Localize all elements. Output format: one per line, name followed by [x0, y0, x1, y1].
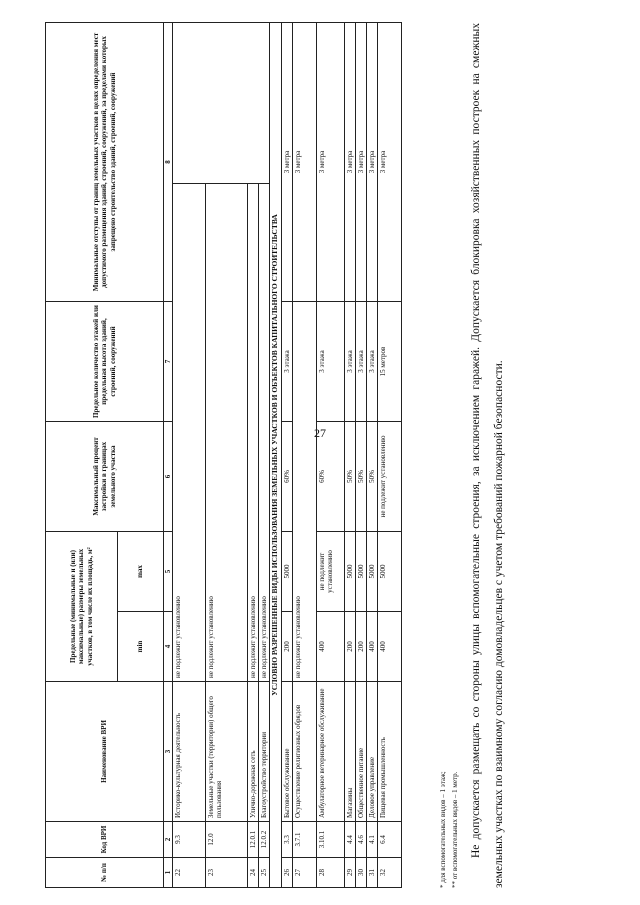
- header-setback: Минимальные отступы от границ земельных участков в целях определения мест допустимого размещения зданий, строений, сооружений, за пределами которых запрещено строительство зданий, строений, сооружений: [46, 22, 164, 301]
- row-name: Пищевая промышленность: [377, 682, 401, 822]
- row-name: Улично-дорожная сеть: [248, 682, 259, 822]
- row-code: 9.3: [173, 822, 206, 858]
- row-setback: 3 метра: [344, 22, 355, 301]
- row-name: Магазины: [344, 682, 355, 822]
- row-setback: 3 метра: [292, 22, 316, 301]
- footer-paragraph: Не допускается размещать со стороны улицы вспомогательные строения, за исключением гаражей. Допускается блокировка хозяйственных построек на смежных земельных участках по взаимному согласию домовладельцев с учетом требований пожарной безопасности.: [470, 23, 505, 888]
- row-num: 24: [248, 858, 259, 888]
- row-code: 4.6: [355, 822, 366, 858]
- table-row: [366, 22, 377, 887]
- header-max: max: [118, 532, 164, 612]
- row-code: 6.4: [377, 822, 401, 858]
- column-index: 8: [164, 22, 173, 301]
- row-max: 5000: [366, 532, 377, 612]
- row-min: 200: [281, 612, 292, 682]
- footnotes: [437, 771, 461, 888]
- row-num: 23: [206, 858, 248, 888]
- footnote: ** от вспомогательных видов – 1 метр.: [451, 771, 459, 888]
- row-min: 400: [316, 612, 344, 682]
- row-num: 25: [259, 858, 270, 888]
- row-code: 4.4: [344, 822, 355, 858]
- row-num: 22: [173, 858, 206, 888]
- row-setback-empty: [173, 22, 270, 183]
- row-num: 26: [281, 858, 292, 888]
- row-setback: 3 метра: [366, 22, 377, 301]
- column-index: 1: [164, 858, 173, 888]
- table-row: [292, 22, 316, 887]
- column-index: 7: [164, 302, 173, 422]
- row-floors: 3 этажа: [281, 302, 292, 422]
- table-row: [281, 22, 292, 887]
- row-name: Историко-культурная деятельность: [173, 682, 206, 822]
- row-max: не подлежит установлению: [316, 532, 344, 612]
- section-row: [270, 22, 282, 887]
- row-floors: 3 этажа: [344, 302, 355, 422]
- column-index: 6: [164, 422, 173, 532]
- row-setback: 3 метра: [355, 22, 366, 301]
- row-coverage: 60%: [281, 422, 292, 532]
- column-index-row: [164, 22, 173, 887]
- row-name: Амбулаторное ветеринарное обслуживание: [316, 682, 344, 822]
- row-coverage: 50%: [366, 422, 377, 532]
- row-floors: 3 этажа: [316, 302, 344, 422]
- row-name: Бытовое обслуживание: [281, 682, 292, 822]
- row-coverage: 50%: [355, 422, 366, 532]
- row-code: 3.10.1: [316, 822, 344, 858]
- header-floors: Предельное количество этажей или предельная высота зданий, строений, сооружений: [46, 302, 164, 422]
- row-setback: 3 метра: [316, 22, 344, 301]
- row-min: 400: [377, 612, 401, 682]
- row-max: 5000: [355, 532, 366, 612]
- row-num: 27: [292, 858, 316, 888]
- header-coverage: Максимальный процент застройки в границах земельного участка: [46, 422, 164, 532]
- row-code: 12.0.1: [248, 822, 259, 858]
- row-max: 5000: [344, 532, 355, 612]
- row-merged-value: не подлежит установлению: [292, 302, 316, 682]
- row-num: 32: [377, 858, 401, 888]
- row-code: 3.7.1: [292, 822, 316, 858]
- column-index: 3: [164, 682, 173, 822]
- row-floors: 3 этажа: [366, 302, 377, 422]
- row-num: 30: [355, 858, 366, 888]
- land-use-table: [45, 22, 402, 888]
- row-num: 31: [366, 858, 377, 888]
- table-row: [316, 22, 344, 887]
- row-name: Деловое управление: [366, 682, 377, 822]
- rotated-page-content: [45, 23, 550, 888]
- section-title: УСЛОВНО РАЗРЕШЕННЫЕ ВИДЫ ИСПОЛЬЗОВАНИЯ ЗЕМЕЛЬНЫХ УЧАСТКОВ И ОБЪЕКТОВ КАПИТАЛЬНОГО СТРОИТЕЛЬСТВА: [270, 22, 282, 887]
- header-size-group: Предельные (минимальные и (или) максимальные) размеры земельных участков, в том числе их площадь, м²: [46, 532, 118, 682]
- row-name: Осуществление религиозных обрядов: [292, 682, 316, 822]
- row-floors: 15 метров: [377, 302, 401, 422]
- header-name: Наименование ВРИ: [46, 682, 164, 822]
- row-name: Общественное питание: [355, 682, 366, 822]
- row-name: Благоустройство территории: [259, 682, 270, 822]
- row-merged-value: не подлежит установлению: [206, 184, 248, 682]
- header-min: min: [118, 612, 164, 682]
- table-row: [344, 22, 355, 887]
- row-num: 29: [344, 858, 355, 888]
- row-min: 200: [355, 612, 366, 682]
- row-floors: 3 этажа: [355, 302, 366, 422]
- row-coverage: 60%: [316, 422, 344, 532]
- row-max: 5000: [281, 532, 292, 612]
- column-index: 5: [164, 532, 173, 612]
- row-code: 12.0.2: [259, 822, 270, 858]
- table-row: [355, 22, 366, 887]
- table-row: [377, 22, 401, 887]
- row-coverage: 50%: [344, 422, 355, 532]
- table-row: [173, 22, 206, 887]
- row-code: 3.3: [281, 822, 292, 858]
- row-min: 200: [344, 612, 355, 682]
- row-setback: 3 метра: [281, 22, 292, 301]
- row-code: 12.0: [206, 822, 248, 858]
- row-num: 28: [316, 858, 344, 888]
- footnote: * для вспомогательных видов – 1 этаж;: [439, 771, 447, 888]
- row-merged-value: не подлежит установлению: [248, 184, 259, 682]
- page-number: 27: [314, 426, 326, 440]
- row-max: 5000: [377, 532, 401, 612]
- row-setback: 3 метра: [377, 22, 401, 301]
- row-code: 4.1: [366, 822, 377, 858]
- column-index: 4: [164, 612, 173, 682]
- row-coverage: не подлежит установлению: [377, 422, 401, 532]
- column-index: 2: [164, 822, 173, 858]
- header-num: № п/п: [46, 858, 164, 888]
- row-name: Земельные участки (территории) общего пользования: [206, 682, 248, 822]
- row-merged-value: не подлежит установлению: [259, 184, 270, 682]
- row-min: 400: [366, 612, 377, 682]
- row-merged-value: не подлежит установлению: [173, 184, 206, 682]
- header-code: Код ВРИ: [46, 822, 164, 858]
